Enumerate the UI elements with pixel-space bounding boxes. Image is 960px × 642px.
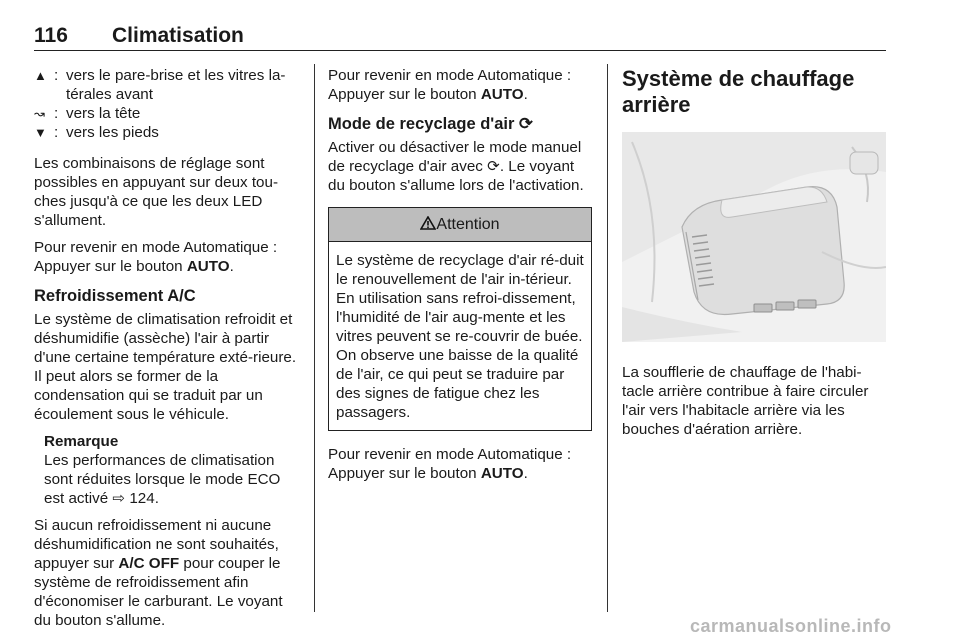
legend-text: vers le pare-brise et les vitres la-térales avant [66, 67, 286, 103]
warning-title: Attention [436, 216, 500, 233]
page-header [34, 24, 886, 51]
column-divider [314, 64, 315, 612]
section-heading: Refroidissement A/C [34, 287, 196, 305]
column-right [622, 66, 886, 447]
paragraph: Si aucun refroidissement ni aucune déshumidification ne sont souhaités, appuyer sur A/C OFF pour couper le système de refroidissement afin d'économiser le carburant. Le voyant du bouton s'allume. [34, 517, 283, 629]
ac-off-button-label: A/C OFF [118, 555, 180, 572]
remark-text: Les performances de climatisation sont réduites lorsque le mode ECO est activé ⇨ 124. [44, 452, 281, 507]
page-reference[interactable]: 124. [129, 490, 159, 507]
paragraph: La soufflerie de chauffage de l'habi-tacle arrière contribue à faire circuler l'air vers l'habitacle arrière via les bouches d'aération arrière. [622, 364, 869, 438]
auto-button-label: AUTO [186, 258, 230, 275]
airflow-legend [34, 66, 300, 142]
warning-box [328, 207, 592, 431]
column-middle [328, 66, 592, 491]
warning-header [329, 208, 591, 242]
watermark: carmanualsonline.info [690, 616, 892, 636]
warning-icon [420, 216, 436, 233]
legend-item [34, 66, 300, 104]
remark-title: Remarque [44, 433, 119, 450]
page-ref-icon: ⇨ [112, 490, 126, 507]
paragraph: Le système de climatisation refroidit et déshumidifie (assèche) l'air à partir d'une certaine température exté-rieure. Il peut alors se former de la condensation qui se traduit par un écoulement sous le véhicule. [34, 311, 297, 423]
auto-button-label: AUTO [480, 465, 524, 482]
remark-note [44, 432, 300, 508]
page-number: 116 [34, 24, 68, 47]
recirculation-icon: ⟳ [519, 115, 533, 133]
paragraph: Pour revenir en mode Automatique : Appuyer sur le bouton AUTO. [34, 239, 278, 275]
arrow-up-icon: ▲ [34, 68, 47, 83]
recirculation-icon: ⟳ [487, 158, 500, 175]
legend-text: vers la tête [66, 105, 141, 122]
legend-text: vers les pieds [66, 124, 159, 141]
legend-item [34, 104, 300, 123]
legend-colon: : [54, 67, 59, 84]
legend-colon: : [54, 124, 59, 141]
head-vent-icon: ↝ [34, 106, 45, 121]
paragraph: Pour revenir en mode Automatique : Appuyer sur le bouton AUTO. [328, 446, 572, 482]
column-divider [607, 64, 608, 612]
chapter-title: Climatisation [112, 24, 244, 47]
paragraph: Activer ou désactiver le mode manuel de recyclage d'air avec ⟳. Le voyant du bouton s'allume lors de l'activation. [328, 139, 584, 194]
column-left [34, 66, 300, 638]
rear-heating-vent-illustration [622, 132, 886, 342]
paragraph: Pour revenir en mode Automatique : Appuyer sur le bouton AUTO. [328, 67, 572, 103]
auto-button-label: AUTO [480, 86, 524, 103]
legend-item [34, 123, 300, 142]
warning-text: Le système de recyclage d'air ré-duit le renouvellement de l'air in-térieur. En utilisation sans refroi-dissement, l'humidité de l'air aug-mente et les vitres peuvent se re-couvrir de buée. On observe une baisse de la qualité de l'air, ce qui peut se traduire par des signes de fatigue chez les passagers. [336, 252, 584, 421]
arrow-down-icon: ▼ [34, 125, 47, 140]
section-title: Système de chauffage arrière [622, 66, 855, 117]
paragraph: Les combinaisons de réglage sont possibles en appuyant sur deux tou-ches jusqu'à ce que les deux LED s'allument. [34, 155, 279, 229]
legend-colon: : [54, 105, 59, 122]
section-heading: Mode de recyclage d'air ⟳ [328, 115, 533, 133]
